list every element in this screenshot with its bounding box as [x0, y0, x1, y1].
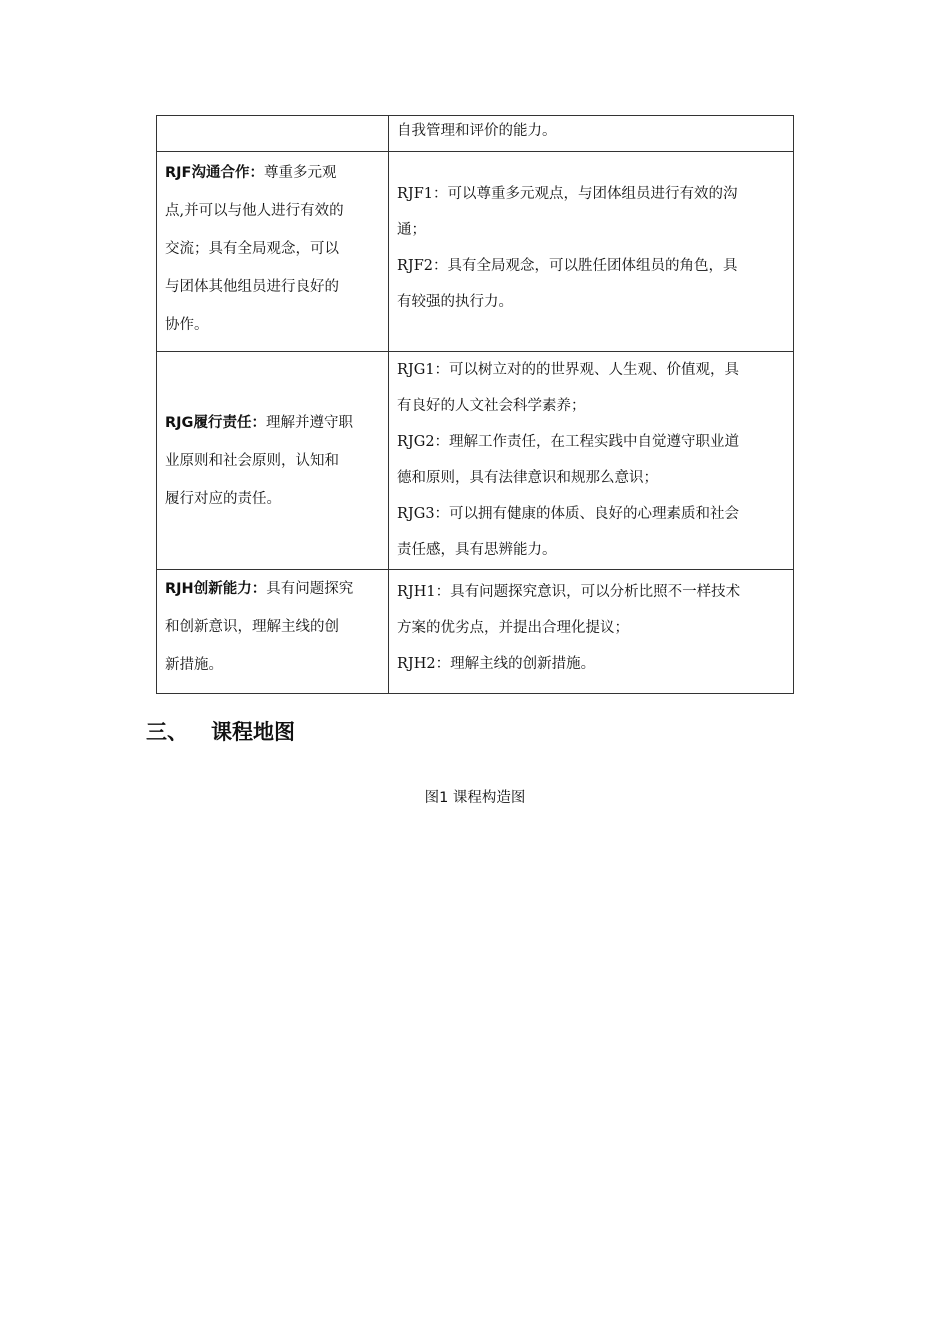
indicator-line: 有较强的执行力。: [397, 294, 513, 310]
indicator-line: 责任感，具有思辨能力。: [397, 542, 557, 558]
indicator-line: RJH1：具有问题探究意识，可以分析比照不一样技术: [397, 584, 741, 600]
outcome-title: 创新能力：: [193, 581, 267, 597]
outcome-desc-line: 和创新意识，理解主线的创: [165, 619, 339, 635]
indicator-line: RJG3：可以拥有健康的体质、良好的心理素质和社会: [397, 506, 740, 522]
outcome-code: RJH: [165, 581, 194, 597]
table-row: [157, 152, 794, 352]
outcome-desc-line: 尊重多元观: [263, 165, 337, 181]
indicator-line: 自我管理和评价的能力。: [397, 123, 557, 139]
indicator-line: RJG1：可以树立对的的世界观、人生观、价值观，具: [397, 362, 740, 378]
table-row: [157, 352, 794, 570]
outcome-code: RJF: [165, 165, 192, 181]
learning-outcomes-table: [156, 115, 794, 694]
indicator-cell: [389, 116, 794, 152]
outcome-desc-line: 交流；具有全局观念，可以: [165, 241, 339, 257]
outcome-cell: [157, 116, 389, 152]
outcome-cell: [157, 570, 389, 694]
indicator-line: 有良好的人文社会科学素养；: [397, 398, 586, 414]
indicator-line: RJG2：理解工作责任，在工程实践中自觉遵守职业道: [397, 434, 740, 450]
figure-caption: 图1 课程构造图: [424, 790, 526, 806]
section-title: 课程地图: [211, 720, 295, 744]
outcome-desc-line: 协作。: [165, 317, 209, 333]
indicator-line: RJF2：具有全局观念，可以胜任团体组员的角色，具: [397, 258, 738, 274]
outcome-desc-line: 履行对应的责任。: [165, 490, 281, 507]
outcome-desc-line: 点,并可以与他人进行有效的: [165, 203, 344, 219]
outcome-desc-line: 新措施。: [165, 657, 223, 673]
outcome-desc-line: 理解并遵守职: [265, 414, 353, 431]
outcome-desc-line: 与团体其他组员进行良好的: [165, 279, 339, 295]
outcome-title: 沟通合作：: [191, 165, 264, 181]
indicator-line: 方案的优劣点，并提出合理化提议；: [397, 620, 629, 636]
outcome-heading-line: [165, 404, 380, 442]
outcome-cell: [157, 352, 389, 570]
outcome-cell: [157, 152, 389, 352]
outcome-desc-line: 具有问题探究: [266, 581, 354, 597]
section-heading: [146, 716, 295, 746]
outcome-title: 履行责任：: [193, 414, 266, 431]
indicator-line: RJF1：可以尊重多元观点，与团体组员进行有效的沟: [397, 186, 738, 202]
indicator-cell: [389, 570, 794, 694]
outcome-code: RJG: [165, 414, 194, 431]
indicator-line: 通；: [397, 222, 426, 238]
table-row: [157, 570, 794, 694]
table-row: [157, 116, 794, 152]
outcome-desc-line: 业原则和社会原则，认知和: [165, 452, 339, 469]
section-number: 三、: [146, 720, 188, 744]
indicator-line: RJH2：理解主线的创新措施。: [397, 656, 596, 672]
indicator-line: 德和原则，具有法律意识和规那么意识；: [397, 470, 658, 486]
indicator-cell: [389, 352, 794, 570]
outcome-heading-line: [165, 570, 380, 608]
outcome-heading-line: [165, 154, 380, 192]
indicator-cell: [389, 152, 794, 352]
